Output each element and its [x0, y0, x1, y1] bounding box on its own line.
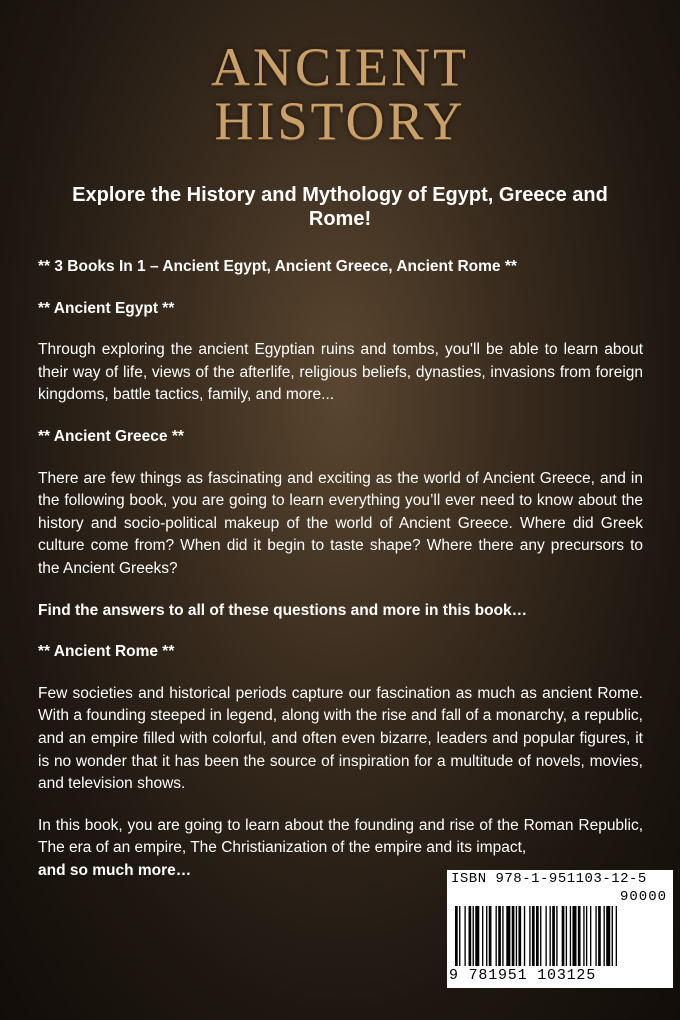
barcode-bar	[496, 906, 497, 966]
barcode-bar	[572, 906, 576, 966]
barcode-bar	[518, 906, 521, 966]
rome-header: ** Ancient Rome **	[38, 643, 175, 661]
barcode-bar	[606, 906, 610, 966]
isbn-label: ISBN 978-1-951103-12-5	[451, 871, 647, 887]
barcode-bar	[469, 906, 472, 966]
barcode-bar	[529, 906, 530, 966]
books-header: ** 3 Books In 1 – Ancient Egypt, Ancient Greece, Ancient Rome **	[38, 258, 517, 275]
final-body: In this book, you are going to learn about the founding and rise of the Roman Republic, The era of an empire, The Christianization of the empire and its impact,	[38, 816, 643, 857]
greece-header: ** Ancient Greece **	[38, 427, 184, 445]
barcode-bars-icon	[455, 906, 667, 966]
barcode-bar	[566, 906, 567, 966]
barcode-digits: 9 781951 103125	[449, 967, 597, 984]
barcode-bar	[598, 906, 601, 966]
barcode-bar	[586, 906, 587, 966]
barcode-bar	[459, 906, 460, 966]
barcode-bar	[562, 906, 565, 966]
barcode-bar	[486, 906, 487, 966]
rome-body: Few societies and historical periods capture our fascination as much as ancient Rome. With a founding steeped in legend, along with the rise and fall of a monarchy, a republic, and an empire filled with colorful, and often even bizarre, leaders and popular figures, it is no wonder that it has been the source of inspiration for a multitude of novels, movies, and television shows.	[38, 684, 643, 793]
barcode-bar	[578, 906, 581, 966]
greece-body: There are few things as fascinating and exciting as the world of Ancient Greece, and in the following book, you are going to learn everything you’ll ever need to know about the history and socio-political makeup of the world of Ancient Greece. Where did Greek culture come from? When did it begin to taste shape? Where there any precursors to the Ancient Greeks?	[38, 469, 643, 577]
find-answers-line: Find the answers to all of these questions and more in this book…	[38, 601, 528, 619]
egypt-header: ** Ancient Egypt **	[38, 299, 175, 317]
barcode-bar	[595, 906, 596, 966]
barcode-bar	[590, 906, 591, 966]
barcode-bar	[540, 906, 541, 966]
barcode-bar	[550, 906, 551, 966]
barcode-bar	[475, 906, 479, 966]
back-cover-description	[38, 256, 643, 901]
price-code: 90000	[619, 889, 667, 905]
barcode-bar	[473, 906, 474, 966]
isbn-barcode	[447, 870, 673, 988]
barcode-bar	[498, 906, 501, 966]
barcode-bar	[455, 906, 458, 966]
barcode-bar	[552, 906, 555, 966]
barcode-bar	[604, 906, 605, 966]
barcode-bar	[570, 906, 571, 966]
barcode-bar	[482, 906, 483, 966]
barcode-bar	[464, 906, 465, 966]
barcode-bar	[502, 906, 503, 966]
book-subtitle: Explore the History and Mythology of Egypt, Greece and Rome!	[72, 184, 608, 230]
barcode-bar	[583, 906, 584, 966]
egypt-body: Through exploring the ancient Egyptian ruins and tombs, you'll be able to learn about their way of life, views of the afterlife, religious beliefs, dynasties, invasions from foreign kingdoms, battle tactics, family, and more...	[38, 341, 643, 404]
barcode-bar	[612, 906, 613, 966]
barcode-bar	[532, 906, 535, 966]
barcode-bar	[489, 906, 492, 966]
barcode-bar	[506, 906, 510, 966]
barcode-bar	[616, 906, 617, 966]
barcode-bar	[524, 906, 525, 966]
barcode-bar	[545, 906, 546, 966]
barcode-bar	[512, 906, 515, 966]
book-title-line-1: ANCIENT	[211, 37, 469, 97]
final-bold: and so much more…	[38, 861, 192, 879]
book-title-line-2: HISTORY	[214, 91, 466, 151]
barcode-bar	[556, 906, 557, 966]
barcode-bar	[516, 906, 517, 966]
barcode-bar	[536, 906, 539, 966]
